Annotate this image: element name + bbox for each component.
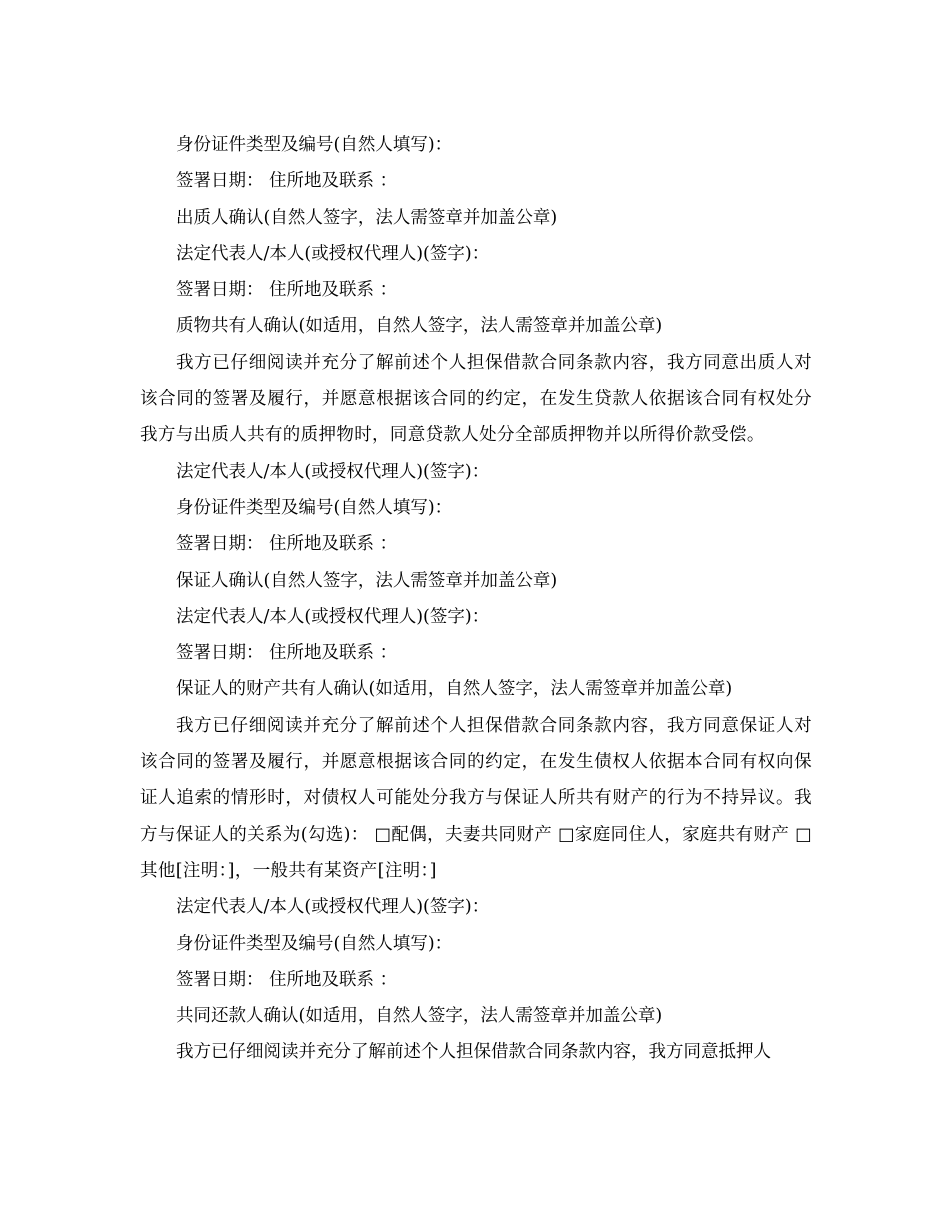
sign-date-address-line: 签署日期： 住所地及联系 ： xyxy=(176,280,398,301)
guarantor-property-co-owner-heading: 保证人的财产共有人确认(如适用，自然人签字，法人需签章并加盖公章) xyxy=(176,679,733,700)
legal-representative-signature-line: 法定代表人/本人(或授权代理人)(签字)： xyxy=(176,897,490,918)
id-type-number-line: 身份证件类型及编号(自然人填写)： xyxy=(176,933,453,954)
legal-representative-signature-line: 法定代表人/本人(或授权代理人)(签字)： xyxy=(176,606,490,627)
co-repayer-confirmation-heading: 共同还款人确认(如适用，自然人签字，法人需签章并加盖公章) xyxy=(176,1006,663,1027)
sign-date-address-line: 签署日期： 住所地及联系 ： xyxy=(176,643,398,664)
pledgor-confirmation-heading: 出质人确认(自然人签字，法人需签章并加盖公章) xyxy=(176,207,558,228)
sign-date-address-line: 签署日期： 住所地及联系 ： xyxy=(176,171,398,192)
pledge-co-owner-consent-paragraph: 我方已仔细阅读并充分了解前述个人担保借款合同条款内容，我方同意出质人对该合同的签署及履行，并愿意根据该合同的约定，在发生贷款人依据该合同有权处分我方与出质人共有的质押物时，同意贷款人处分全部质押物并以所得价款受偿。 xyxy=(140,352,812,446)
sign-date-address-line: 签署日期： 住所地及联系 ： xyxy=(176,969,398,990)
id-type-number-line: 身份证件类型及编号(自然人填写)： xyxy=(176,135,453,155)
id-type-number-line: 身份证件类型及编号(自然人填写)： xyxy=(176,497,453,518)
document-page xyxy=(140,127,812,1071)
pledge-co-owner-confirmation-heading: 质物共有人确认(如适用，自然人签字，法人需签章并加盖公章) xyxy=(176,316,663,337)
sign-date-address-line: 签署日期： 住所地及联系 ： xyxy=(176,534,398,555)
guarantor-co-owner-consent-paragraph: 我方已仔细阅读并充分了解前述个人担保借款合同条款内容，我方同意保证人对该合同的签署及履行，并愿意根据该合同的约定，在发生债权人依据本合同有权向保证人追索的情形时，对债权人可能处分我方与保证人所共有财产的行为不持异议。我方与保证人的关系为(勾选)： □配偶，夫妻共同财产 □家庭同住人，家庭共有财产 □其他[注明：]，一般共有某资产[注明：] xyxy=(140,715,812,881)
guarantor-confirmation-heading: 保证人确认(自然人签字，法人需签章并加盖公章) xyxy=(176,570,558,591)
legal-representative-signature-line: 法定代表人/本人(或授权代理人)(签字)： xyxy=(176,461,490,482)
legal-representative-signature-line: 法定代表人/本人(或授权代理人)(签字)： xyxy=(176,243,490,264)
co-repayer-consent-paragraph-start: 我方已仔细阅读并充分了解前述个人担保借款合同条款内容，我方同意抵押人 xyxy=(176,1042,771,1063)
